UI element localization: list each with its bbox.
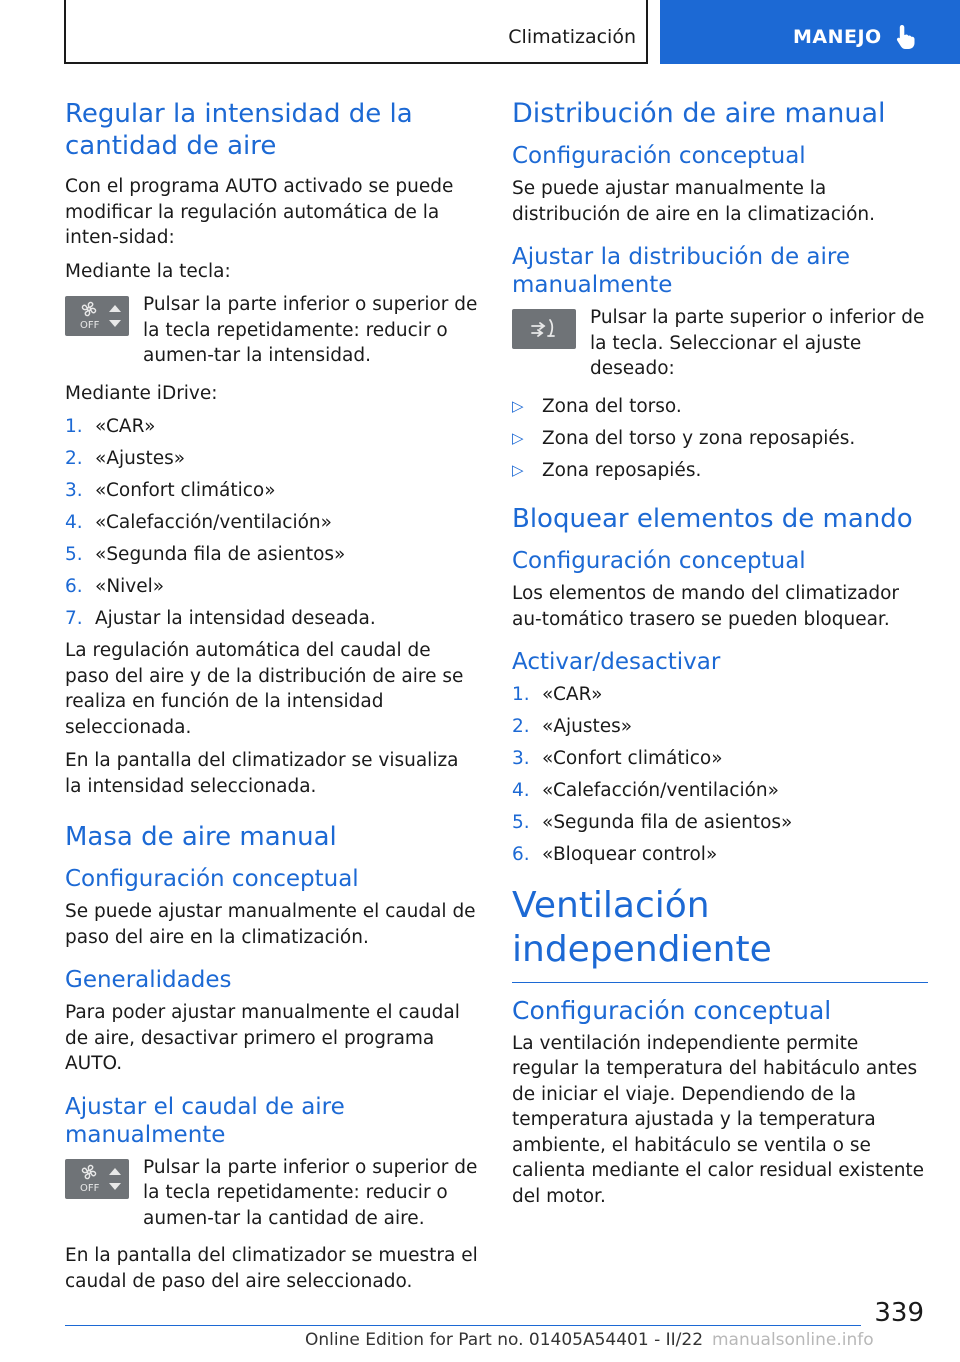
page-number: 339 (874, 1298, 924, 1328)
left-column (65, 98, 480, 1302)
heading-concept: Configuración conceptual (512, 995, 832, 1025)
button-row-distribution (512, 305, 928, 382)
paragraph-idrive: Mediante iDrive: (65, 382, 218, 404)
paragraph-auto: Con el programa AUTO activado se puede modificar la regulación automática de la inten‐sidad: (65, 176, 454, 248)
section-title: Climatización (508, 26, 636, 48)
heading-masa: Masa de aire manual (65, 822, 337, 852)
triangle-bullet-icon: ▷ (512, 428, 524, 447)
heading-concept: Configuración conceptual (65, 866, 359, 892)
button-row-intensity (65, 292, 480, 369)
heading-general: Generalidades (65, 967, 232, 993)
button-description: Pulsar la parte inferior o superior de la tecla repetidamente: reducir o aumen‐tar la cantidad de aire. (143, 1156, 478, 1229)
heading-concept: Configuración conceptual (512, 548, 806, 574)
watermark: manualsonline.info (712, 1330, 874, 1350)
heading-concept: Configuración conceptual (512, 143, 806, 169)
pointing-hand-icon (896, 24, 918, 54)
list-item: 4. «Calefacción/ventilación» (512, 780, 779, 801)
heading-activate: Activar/desactivar (512, 649, 721, 675)
footer-edition: Online Edition for Part no. 01405A54401 - II/22 (305, 1330, 704, 1350)
lock-steps-list (512, 682, 928, 868)
button-description: Pulsar la parte superior o inferior de la tecla. Seleccionar el ajuste deseado: (590, 307, 925, 379)
list-item: 4. «Calefacción/ventilación» (65, 512, 332, 533)
fan-off-up-down-icon (65, 1159, 129, 1199)
paragraph-regulation: La regulación automática del caudal de paso del aire y de la distribución de aire se realiza en función de la intensidad seleccionada. (65, 640, 464, 738)
list-item: ▷ Zona reposapiés. (512, 458, 928, 484)
paragraph-general: Para poder ajustar manualmente el caudal de aire, desactivar primero el programa AUTO. (65, 1002, 460, 1074)
tab-label: MANEJO (793, 26, 882, 48)
list-item: 7. Ajustar la intensidad deseada. (65, 608, 376, 629)
triangle-bullet-icon: ▷ (512, 460, 524, 479)
list-item: 6. «Bloquear control» (512, 844, 718, 865)
svg-text:OFF: OFF (80, 320, 100, 331)
list-item: ▷ Zona del torso y zona reposapiés. (512, 426, 928, 452)
paragraph-show: En la pantalla del climatizador se muestra el caudal de paso del aire seleccionado. (65, 1245, 478, 1292)
paragraph-key: Mediante la tecla: (65, 260, 231, 282)
triangle-bullet-icon: ▷ (512, 396, 524, 415)
fan-off-up-down-icon (65, 296, 129, 336)
air-distribution-icon (512, 309, 576, 349)
heading-intensity: Regular la intensidad de la cantidad de aire (65, 99, 413, 161)
button-description: Pulsar la parte inferior o superior de la tecla repetidamente: reducir o aumen‐tar la intensidad. (143, 294, 478, 366)
paragraph-concept: Los elementos de mando del climatizador au‐tomático trasero se pueden bloquear. (512, 583, 900, 630)
heading-ventilation: Ventilación independiente (512, 884, 928, 983)
heading-adjust: Ajustar la distribución de aire manualmente (512, 244, 851, 298)
list-item: ▷ Zona del torso. (512, 394, 928, 420)
list-item: 6. «Nivel» (65, 576, 165, 597)
list-item: 3. «Confort climático» (65, 480, 276, 501)
distribution-bullet-list (512, 394, 928, 484)
list-item: 5. «Segunda fila de asientos» (65, 544, 346, 565)
right-column (512, 98, 928, 1217)
list-item: 3. «Confort climático» (512, 748, 723, 769)
footer-divider (65, 1325, 861, 1326)
svg-text:OFF: OFF (80, 1182, 100, 1194)
paragraph-concept: Se puede ajustar manualmente la distribución de aire en la climatización. (512, 178, 875, 225)
idrive-steps-list (65, 414, 480, 632)
tab-manejo[interactable] (660, 0, 960, 64)
paragraph-concept: Se puede ajustar manualmente el caudal de paso del aire en la climatización. (65, 901, 476, 948)
list-item: 2. «Ajustes» (512, 716, 633, 737)
heading-distribution: Distribución de aire manual (512, 98, 886, 129)
heading-caudal: Ajustar el caudal de aire manualmente (65, 1093, 345, 1148)
button-row-caudal (65, 1155, 480, 1232)
heading-lock: Bloquear elementos de mando (512, 504, 913, 534)
paragraph-display: En la pantalla del climatizador se visualiza la intensidad seleccionada. (65, 750, 459, 797)
list-item: 1. «CAR» (65, 416, 156, 437)
list-item: 1. «CAR» (512, 684, 603, 705)
list-item: 2. «Ajustes» (65, 448, 186, 469)
list-item: 5. «Segunda fila de asientos» (512, 812, 793, 833)
paragraph-ventilation: La ventilación independiente permite regular la temperatura del habitáculo antes de iniciar el viaje. Dependiendo de la temperatura ajustada y la temperatura ambiente, el habitáculo se ventila o se calienta mediante el calor residual existente del motor. (512, 1032, 925, 1207)
